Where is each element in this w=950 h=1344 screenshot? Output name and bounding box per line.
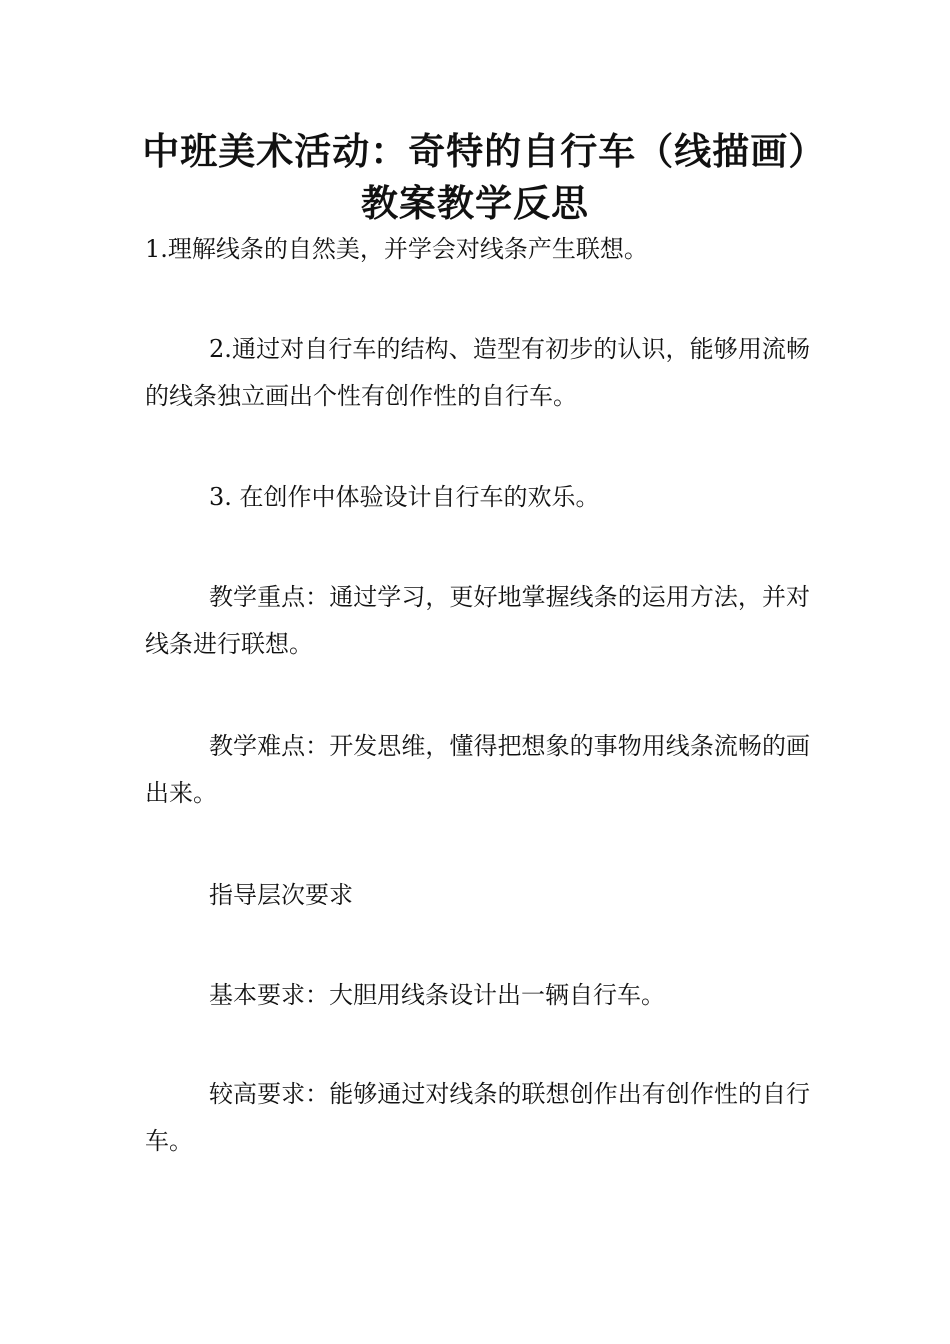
paragraph-guidance-heading: 指导层次要求 [209,881,353,909]
paragraph-objective-1: 1.理解线条的自然美，并学会对线条产生联想。 [145,235,648,263]
paragraph-key-point: 教学重点：通过学习，更好地掌握线条的运用方法，并对线条进行联想。 [145,583,810,658]
paragraph-higher-requirement: 较高要求：能够通过对线条的联想创作出有创作性的自行车。 [145,1080,810,1155]
paragraph-objective-3: 3. 在创作中体验设计自行车的欢乐。 [209,483,600,511]
paragraph-difficulty: 教学难点：开发思维，懂得把想象的事物用线条流畅的画出来。 [145,732,810,807]
paragraph-basic-requirement: 基本要求：大胆用线条设计出一辆自行车。 [209,981,665,1009]
document-title: 中班美术活动：奇特的自行车（线描画）教案教学反思 [142,130,808,225]
paragraph-objective-2: 2.通过对自行车的结构、造型有初步的认识，能够用流畅的线条独立画出个性有创作性的自行车。 [145,335,810,410]
